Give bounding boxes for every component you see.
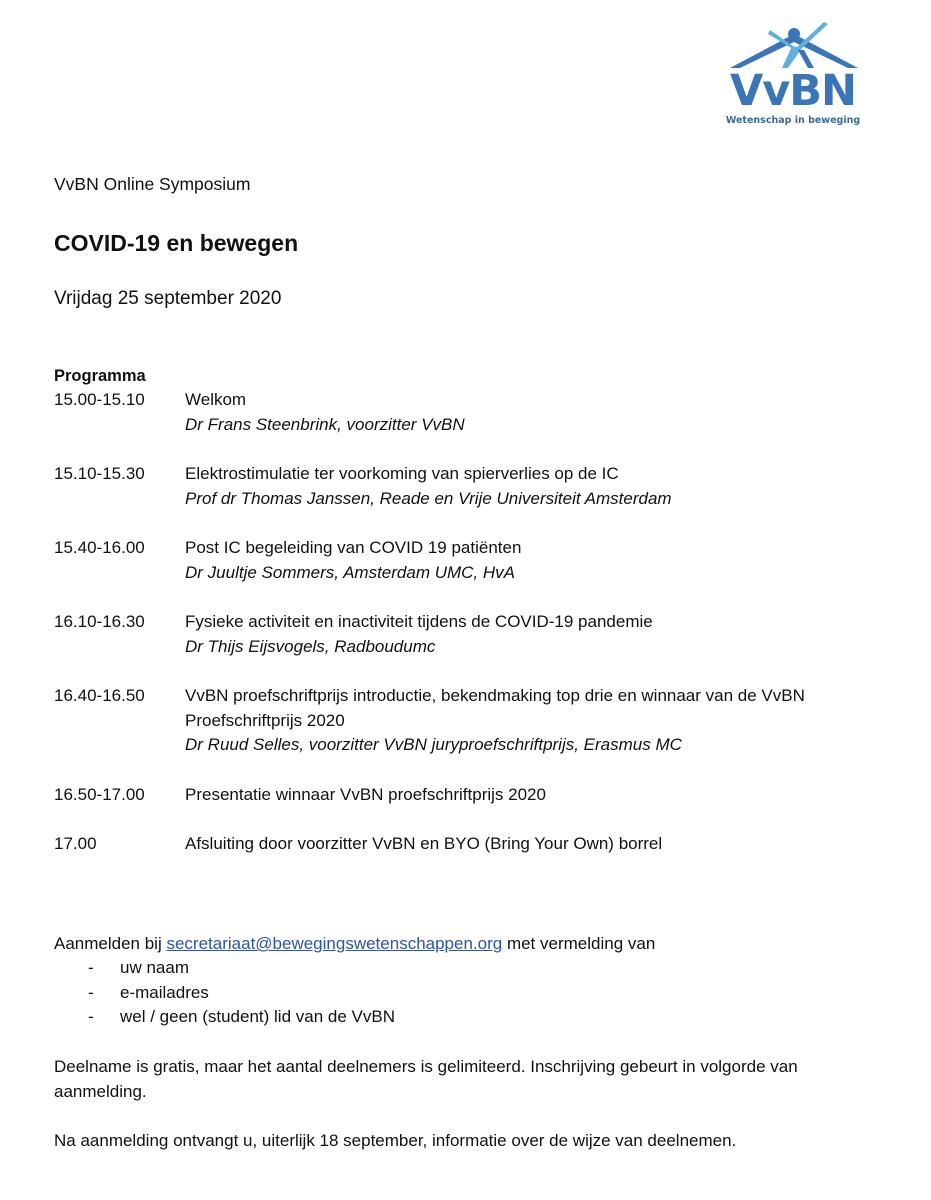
logo-tagline: Wetenschap in beweging xyxy=(725,115,861,126)
session-details xyxy=(185,610,885,659)
session-details xyxy=(185,783,885,808)
session-time: 15.10-15.30 xyxy=(54,464,145,483)
program-heading: Programma xyxy=(54,367,146,385)
page-title: COVID-19 en bewegen xyxy=(54,230,299,256)
session-details xyxy=(185,388,885,437)
logo-wordmark: VvBN xyxy=(729,66,857,116)
list-item-label: e-mailadres xyxy=(120,982,209,1002)
participation-note: Deelname is gratis, maar het aantal deelnemers is gelimiteerd. Inschrijving gebeurt in volgorde van aanmelding. xyxy=(54,1057,798,1101)
session-topic: Post IC begeleiding van COVID 19 patiënten xyxy=(185,538,522,557)
list-item-label: uw naam xyxy=(120,958,189,977)
registration-suffix: met vermelding van xyxy=(502,934,656,953)
session-time: 15.00-15.10 xyxy=(54,390,145,409)
session-details xyxy=(185,536,885,585)
session-details xyxy=(185,684,885,758)
event-date: Vrijdag 25 september 2020 xyxy=(54,288,282,309)
session-speaker: Dr Juultje Sommers, Amsterdam UMC, HvA xyxy=(185,562,515,582)
list-item-label: wel / geen (student) lid van de VvBN xyxy=(120,1007,395,1026)
vvbn-logo xyxy=(718,22,868,130)
session-time: 16.50-17.00 xyxy=(54,785,145,804)
session-topic: Afsluiting door voorzitter VvBN en BYO (Bring Your Own) borrel xyxy=(185,834,663,853)
session-time: 17.00 xyxy=(54,834,97,853)
session-speaker: Dr Ruud Selles, voorzitter VvBN juryproefschriftprijs, Erasmus MC xyxy=(185,735,682,754)
email-link[interactable]: secretariaat@bewegingswetenschappen.org xyxy=(166,934,503,953)
event-name: VvBN Online Symposium xyxy=(54,174,251,194)
session-topic: VvBN proefschriftprijs introductie, bekendmaking top drie en winnaar van de VvBN Proefschriftprijs 2020 xyxy=(185,686,805,730)
session-speaker: Prof dr Thomas Janssen, Reade en Vrije Universiteit Amsterdam xyxy=(185,488,672,508)
session-topic: Elektrostimulatie ter voorkoming van spierverlies op de IC xyxy=(185,464,619,483)
info-note: Na aanmelding ontvangt u, uiterlijk 18 september, informatie over de wijze van deelnemen. xyxy=(54,1131,737,1150)
registration-prefix: Aanmelden bij xyxy=(54,934,167,953)
session-time: 15.40-16.00 xyxy=(54,538,145,557)
session-topic: Welkom xyxy=(185,390,247,409)
session-topic: Fysieke activiteit en inactiviteit tijdens de COVID-19 pandemie xyxy=(185,612,653,631)
bullet-marker: - xyxy=(88,982,94,1002)
bullet-marker: - xyxy=(88,958,94,977)
registration-instruction xyxy=(54,932,655,956)
session-time: 16.40-16.50 xyxy=(54,686,145,705)
session-time: 16.10-16.30 xyxy=(54,612,145,631)
session-details xyxy=(185,462,885,511)
bullet-marker: - xyxy=(88,1007,94,1026)
session-details xyxy=(185,832,885,857)
session-speaker: Dr Frans Steenbrink, voorzitter VvBN xyxy=(185,414,465,434)
session-topic: Presentatie winnaar VvBN proefschriftprijs 2020 xyxy=(185,785,546,804)
session-speaker: Dr Thijs Eijsvogels, Radboudumc xyxy=(185,636,436,656)
